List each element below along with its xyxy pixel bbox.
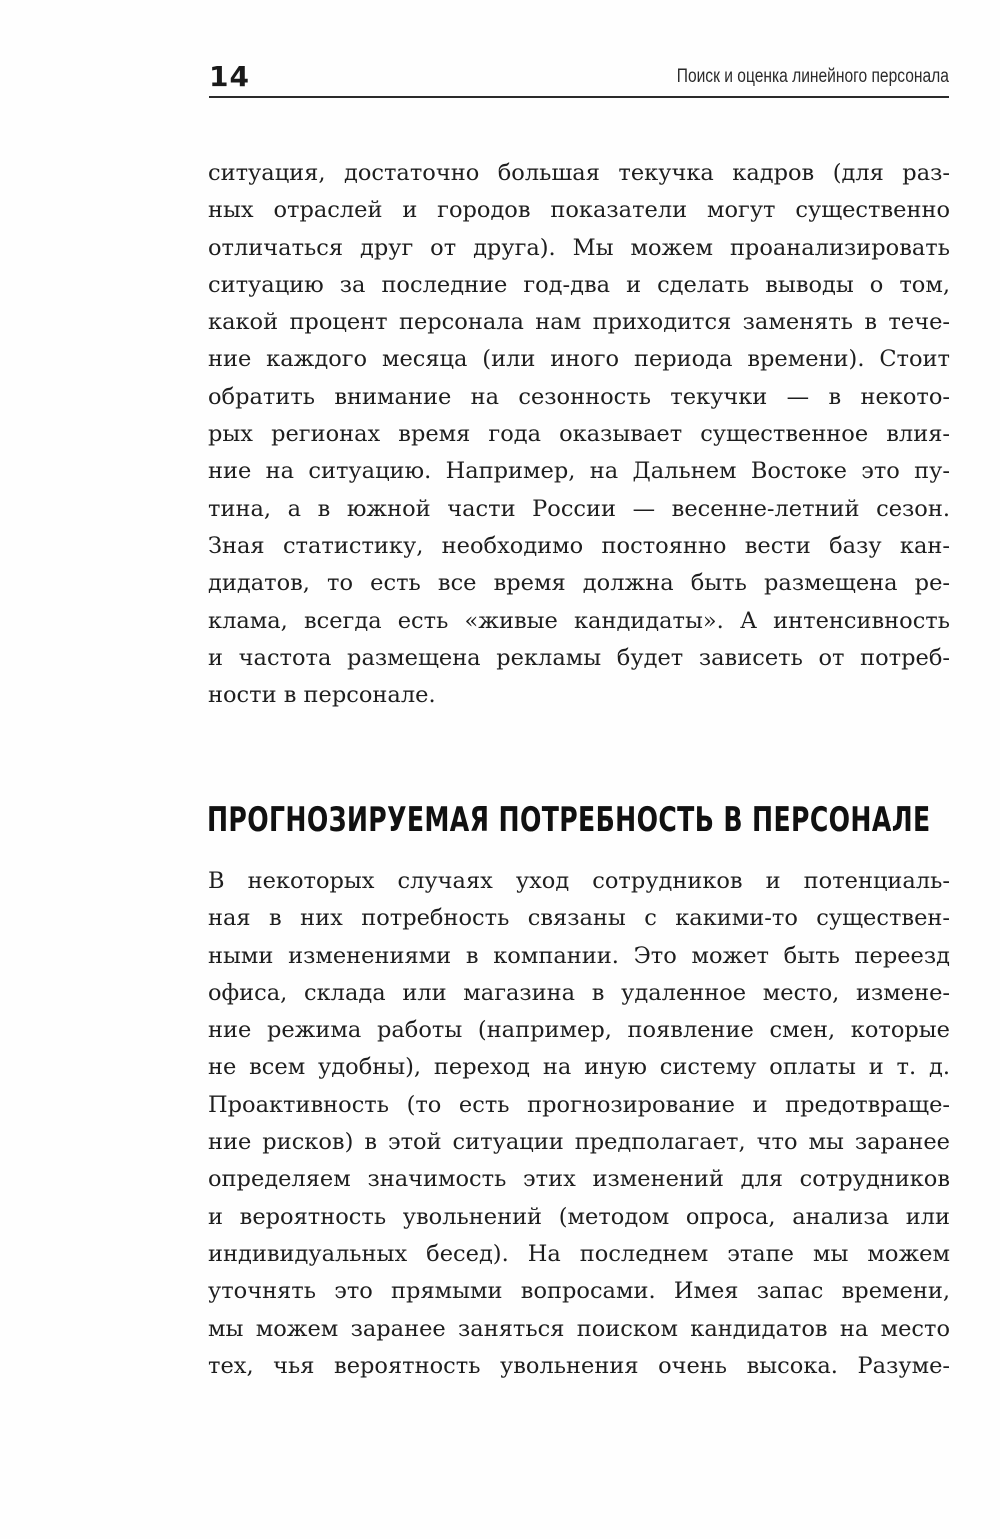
text-line: ная в них потребность связаны с какими-то существен- <box>208 905 950 932</box>
text-line: дидатов, то есть все время должна быть размещена ре- <box>208 570 950 597</box>
page-number: 14 <box>209 60 250 93</box>
text-line: офиса, склада или магазина в удаленное место, измене- <box>208 979 950 1006</box>
text-line: Проактивность (то есть прогнозирование и предотвраще- <box>208 1091 950 1118</box>
header-rule <box>209 96 949 98</box>
text-line: ности в персонале. <box>208 682 436 709</box>
text-line: В некоторых случаях уход сотрудников и потенциаль- <box>208 868 950 894</box>
text-line: ситуация, достаточно большая текучка кадров (для раз- <box>208 160 950 186</box>
text-line: не всем удобны), переход на иную систему оплаты и т. д. <box>208 1054 950 1081</box>
text-line: ных отраслей и городов показатели могут существенно <box>208 197 950 224</box>
text-line: мы можем заранее заняться поиском кандидатов на место <box>208 1315 950 1342</box>
text-line: ние рисков) в этой ситуации предполагает, что мы заранее <box>208 1129 950 1156</box>
running-head <box>209 58 949 94</box>
text-line: клама, всегда есть «живые кандидаты». А интенсивность <box>208 607 950 634</box>
text-line: ние на ситуацию. Например, на Дальнем Востоке это пу- <box>208 458 950 485</box>
text-line: какой процент персонала нам приходится заменять в тече- <box>208 309 950 336</box>
text-line: рых регионах время года оказывает существенное влия- <box>208 421 950 448</box>
text-line: тина, а в южной части России — весенне-летний сезон. <box>208 495 950 522</box>
paragraph-2 <box>208 863 950 1385</box>
text-line: и частота размещена рекламы будет зависеть от потреб- <box>208 644 950 671</box>
text-line: ние режима работы (например, появление смен, которые <box>208 1017 950 1044</box>
text-line: и вероятность увольнений (методом опроса, анализа или <box>208 1203 950 1230</box>
text-line: Зная статистику, необходимо постоянно вести базу кан- <box>208 532 950 559</box>
book-title: Поиск и оценка линейного персонала <box>676 66 949 87</box>
text-line: определяем значимость этих изменений для сотрудников <box>208 1166 950 1193</box>
paragraph-1 <box>208 155 950 714</box>
text-line: отличаться друг от друга). Мы можем проанализировать <box>208 234 950 261</box>
text-line: ными изменениями в компании. Это может быть переезд <box>208 942 950 969</box>
text-line: индивидуальных бесед). На последнем этапе мы можем <box>208 1240 950 1267</box>
text-line: ситуацию за последние год-два и сделать выводы о том, <box>208 271 950 298</box>
text-line: обратить внимание на сезонность текучки — в некото- <box>208 383 950 410</box>
text-line: уточнять это прямыми вопросами. Имея запас времени, <box>208 1278 950 1305</box>
section-heading: ПРОГНОЗИРУЕМАЯ ПОТРЕБНОСТЬ В ПЕРСОНАЛЕ <box>207 800 931 840</box>
text-line: тех, чья вероятность увольнения очень высока. Разуме- <box>208 1352 950 1379</box>
text-line: ние каждого месяца (или иного периода времени). Стоит <box>208 346 950 373</box>
